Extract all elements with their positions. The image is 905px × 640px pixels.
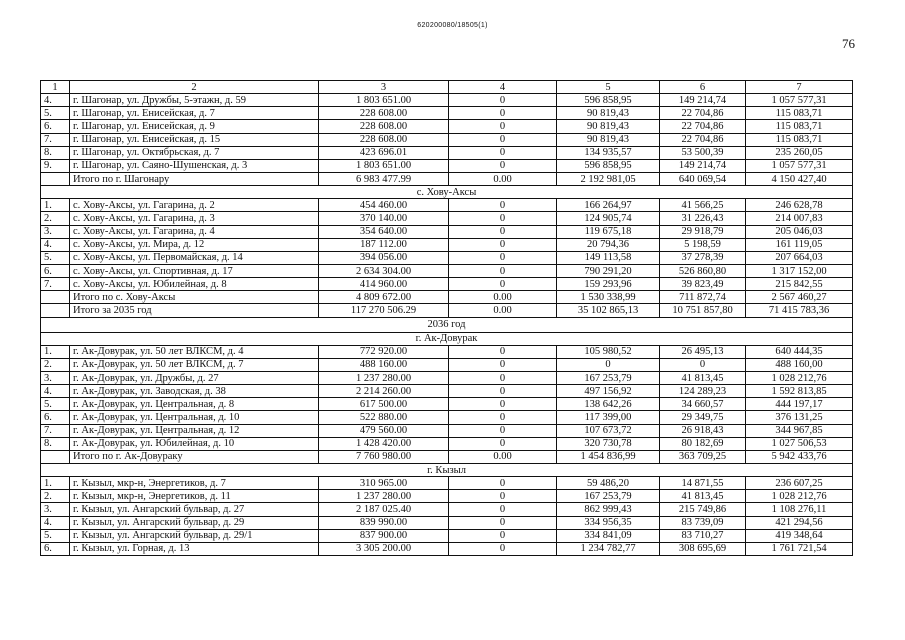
total-cost-cell: 3 305 200.00 [319,542,449,555]
total-cost-cell: 228 608.00 [319,120,449,133]
row-number: 3. [41,371,70,384]
table-row [41,398,853,411]
row-number: 5. [41,251,70,264]
owners-cell: 1 028 212,76 [746,490,853,503]
total-cost-cell: 2 187 025.40 [319,503,449,516]
total-cost-cell: 228 608.00 [319,107,449,120]
fund-cell: 0 [449,503,557,516]
region-cell: 334 956,35 [557,516,660,529]
address-cell: г. Кызыл, ул. Ангарский бульвар, д. 27 [70,503,319,516]
municipal-cell: 14 871,55 [660,477,746,490]
row-number: 5. [41,107,70,120]
row-number: 7. [41,424,70,437]
row-number: 3. [41,503,70,516]
address-cell: с. Хову-Аксы, ул. Гагарина, д. 2 [70,199,319,212]
address-cell: г. Ак-Довурак, ул. 50 лет ВЛКСМ, д. 4 [70,345,319,358]
region-cell: 334 841,09 [557,529,660,542]
address-cell: г. Кызыл, мкр-н, Энергетиков, д. 7 [70,477,319,490]
municipal-cell: 83 710,27 [660,529,746,542]
municipal-cell: 0 [660,358,746,371]
column-header: 5 [557,81,660,94]
column-header: 4 [449,81,557,94]
address-cell: г. Ак-Довурак, ул. Заводская, д. 38 [70,385,319,398]
row-number: 2. [41,490,70,503]
address-cell: г. Шагонар, ул. Саяно-Шушенская, д. 3 [70,159,319,172]
table-row [41,437,853,450]
column-header: 6 [660,81,746,94]
owners-cell: 207 664,03 [746,251,853,264]
owners-cell: 640 444,35 [746,345,853,358]
total-cost-cell: 772 920.00 [319,345,449,358]
table-row [41,107,853,120]
fund-cell: 0 [449,264,557,277]
address-cell: с. Хову-Аксы, ул. Юбилейная, д. 8 [70,278,319,291]
address-cell: Итого за 2035 год [70,304,319,317]
table-row [41,529,853,542]
table-row [41,120,853,133]
table-row [41,385,853,398]
region-cell: 790 291,20 [557,264,660,277]
section-heading: с. Хову-Аксы [41,186,853,199]
owners-cell: 444 197,17 [746,398,853,411]
fund-cell: 0 [449,529,557,542]
row-number [41,304,70,317]
fund-cell: 0 [449,424,557,437]
address-cell: г. Шагонар, ул. Дружбы, 5-этажн, д. 59 [70,94,319,107]
total-cost-cell: 479 560.00 [319,424,449,437]
owners-cell: 1 108 276,11 [746,503,853,516]
address-cell: с. Хову-Аксы, ул. Мира, д. 12 [70,238,319,251]
section-heading-row [41,186,853,199]
municipal-cell: 41 813,45 [660,490,746,503]
section-heading-row [41,332,853,345]
address-cell: г. Шагонар, ул. Октябрьская, д. 7 [70,146,319,159]
row-number: 1. [41,199,70,212]
owners-cell: 1 028 212,76 [746,371,853,384]
address-cell: с. Хову-Аксы, ул. Спортивная, д. 17 [70,264,319,277]
section-heading: г. Кызыл [41,463,853,476]
fund-cell: 0 [449,212,557,225]
column-header: 7 [746,81,853,94]
region-cell: 35 102 865,13 [557,304,660,317]
municipal-cell: 26 495,13 [660,345,746,358]
owners-cell: 205 046,03 [746,225,853,238]
address-cell: с. Хову-Аксы, ул. Первомайская, д. 14 [70,251,319,264]
row-number: 7. [41,133,70,146]
row-number: 6. [41,120,70,133]
owners-cell: 1 592 813,85 [746,385,853,398]
owners-cell: 214 007,83 [746,212,853,225]
fund-cell: 0 [449,133,557,146]
region-cell: 90 819,43 [557,107,660,120]
municipal-cell: 80 182,69 [660,437,746,450]
address-cell: г. Ак-Довурак, ул. Центральная, д. 8 [70,398,319,411]
address-cell: Итого по г. Шагонару [70,172,319,185]
region-cell: 2 192 981,05 [557,172,660,185]
region-cell: 596 858,95 [557,159,660,172]
municipal-cell: 149 214,74 [660,159,746,172]
fund-cell: 0 [449,398,557,411]
row-number: 6. [41,411,70,424]
region-cell: 138 642,26 [557,398,660,411]
table-header-row [41,81,853,94]
municipal-cell: 22 704,86 [660,107,746,120]
total-cost-cell: 454 460.00 [319,199,449,212]
table-row [41,146,853,159]
region-cell: 117 399,00 [557,411,660,424]
table-row [41,199,853,212]
table-row [41,238,853,251]
fund-cell: 0 [449,278,557,291]
year-heading: 2036 год [41,317,853,332]
table-row [41,94,853,107]
total-cost-cell: 2 214 260.00 [319,385,449,398]
table-row [41,159,853,172]
municipal-cell: 526 860,80 [660,264,746,277]
total-cost-cell: 1 803 651.00 [319,94,449,107]
municipal-cell: 29 918,79 [660,225,746,238]
municipal-cell: 640 069,54 [660,172,746,185]
municipal-cell: 308 695,69 [660,542,746,555]
region-cell: 497 156,92 [557,385,660,398]
owners-cell: 71 415 783,36 [746,304,853,317]
owners-cell: 1 057 577,31 [746,94,853,107]
region-cell: 20 794,36 [557,238,660,251]
region-cell: 1 530 338,99 [557,291,660,304]
address-cell: г. Шагонар, ул. Енисейская, д. 15 [70,133,319,146]
municipal-cell: 37 278,39 [660,251,746,264]
region-cell: 166 264,97 [557,199,660,212]
row-number: 9. [41,159,70,172]
table-row [41,225,853,238]
row-number: 6. [41,264,70,277]
fund-cell: 0 [449,251,557,264]
table-row [41,516,853,529]
column-header: 3 [319,81,449,94]
total-cost-cell: 4 809 672.00 [319,291,449,304]
total-cost-cell: 354 640.00 [319,225,449,238]
year-heading-row [41,317,853,332]
fund-cell: 0.00 [449,172,557,185]
owners-cell: 1 057 577,31 [746,159,853,172]
region-cell: 90 819,43 [557,133,660,146]
row-number: 4. [41,516,70,529]
region-cell: 124 905,74 [557,212,660,225]
owners-cell: 115 083,71 [746,133,853,146]
section-heading-row [41,463,853,476]
table-row [41,503,853,516]
total-cost-cell: 1 237 280.00 [319,371,449,384]
table-row [41,133,853,146]
municipal-cell: 149 214,74 [660,94,746,107]
fund-cell: 0 [449,94,557,107]
owners-cell: 421 294,56 [746,516,853,529]
fund-cell: 0 [449,437,557,450]
total-cost-cell: 839 990.00 [319,516,449,529]
fund-cell: 0 [449,490,557,503]
row-number [41,172,70,185]
municipal-cell: 83 739,09 [660,516,746,529]
fund-cell: 0.00 [449,304,557,317]
owners-cell: 246 628,78 [746,199,853,212]
total-cost-cell: 7 760 980.00 [319,450,449,463]
document-code: 620200080/18505(1) [417,22,488,29]
region-cell: 1 234 782,77 [557,542,660,555]
address-cell: г. Ак-Довурак, ул. Дружбы, д. 27 [70,371,319,384]
column-header: 2 [70,81,319,94]
owners-cell: 419 348,64 [746,529,853,542]
address-cell: Итого по г. Ак-Довураку [70,450,319,463]
row-number: 8. [41,437,70,450]
table-row [41,291,853,304]
region-cell: 159 293,96 [557,278,660,291]
fund-cell: 0 [449,358,557,371]
owners-cell: 1 761 721,54 [746,542,853,555]
table-row [41,490,853,503]
section-heading: г. Ак-Довурак [41,332,853,345]
total-cost-cell: 617 500.00 [319,398,449,411]
address-cell: г. Ак-Довурак, ул. Юбилейная, д. 10 [70,437,319,450]
total-cost-cell: 522 880.00 [319,411,449,424]
page-number: 76 [842,36,855,51]
municipal-cell: 39 823,49 [660,278,746,291]
row-number: 5. [41,398,70,411]
address-cell: г. Шагонар, ул. Енисейская, д. 9 [70,120,319,133]
total-cost-cell: 837 900.00 [319,529,449,542]
address-cell: г. Ак-Довурак, ул. 50 лет ВЛКСМ, д. 7 [70,358,319,371]
fund-cell: 0 [449,385,557,398]
region-cell: 862 999,43 [557,503,660,516]
owners-cell: 236 607,25 [746,477,853,490]
table-row [41,304,853,317]
region-cell: 59 486,20 [557,477,660,490]
row-number: 4. [41,94,70,107]
total-cost-cell: 228 608.00 [319,133,449,146]
fund-cell: 0 [449,516,557,529]
address-cell: г. Ак-Довурак, ул. Центральная, д. 10 [70,411,319,424]
total-cost-cell: 310 965.00 [319,477,449,490]
row-number: 6. [41,542,70,555]
region-cell: 0 [557,358,660,371]
total-cost-cell: 394 056.00 [319,251,449,264]
owners-cell: 115 083,71 [746,120,853,133]
total-cost-cell: 1 428 420.00 [319,437,449,450]
address-cell: с. Хову-Аксы, ул. Гагарина, д. 4 [70,225,319,238]
total-cost-cell: 117 270 506.29 [319,304,449,317]
municipal-cell: 53 500,39 [660,146,746,159]
row-number: 3. [41,225,70,238]
total-cost-cell: 6 983 477.99 [319,172,449,185]
region-cell: 105 980,52 [557,345,660,358]
fund-cell: 0 [449,120,557,133]
owners-cell: 376 131,25 [746,411,853,424]
fund-cell: 0.00 [449,450,557,463]
owners-cell: 1 027 506,53 [746,437,853,450]
address-cell: с. Хову-Аксы, ул. Гагарина, д. 3 [70,212,319,225]
row-number [41,291,70,304]
table-row [41,264,853,277]
row-number: 2. [41,212,70,225]
fund-cell: 0 [449,345,557,358]
total-cost-cell: 488 160.00 [319,358,449,371]
address-cell: г. Кызыл, ул. Горная, д. 13 [70,542,319,555]
address-cell: г. Кызыл, мкр-н, Энергетиков, д. 11 [70,490,319,503]
municipal-cell: 34 660,57 [660,398,746,411]
table-row [41,542,853,555]
row-number: 1. [41,345,70,358]
table-row [41,212,853,225]
region-cell: 149 113,58 [557,251,660,264]
total-cost-cell: 1 803 651.00 [319,159,449,172]
municipal-cell: 29 349,75 [660,411,746,424]
region-cell: 167 253,79 [557,490,660,503]
fund-cell: 0 [449,199,557,212]
table-row [41,358,853,371]
fund-cell: 0 [449,159,557,172]
region-cell: 320 730,78 [557,437,660,450]
row-number: 7. [41,278,70,291]
fund-cell: 0 [449,371,557,384]
row-number [41,450,70,463]
municipal-cell: 10 751 857,80 [660,304,746,317]
municipal-cell: 22 704,86 [660,133,746,146]
row-number: 8. [41,146,70,159]
total-cost-cell: 2 634 304.00 [319,264,449,277]
owners-cell: 1 317 152,00 [746,264,853,277]
municipal-cell: 26 918,43 [660,424,746,437]
owners-cell: 215 842,55 [746,278,853,291]
row-number: 5. [41,529,70,542]
fund-cell: 0 [449,225,557,238]
municipal-cell: 711 872,74 [660,291,746,304]
total-cost-cell: 187 112.00 [319,238,449,251]
column-header: 1 [41,81,70,94]
fund-cell: 0 [449,107,557,120]
fund-cell: 0 [449,146,557,159]
table-row [41,278,853,291]
region-cell: 119 675,18 [557,225,660,238]
table-row [41,450,853,463]
table-row [41,411,853,424]
row-number: 2. [41,358,70,371]
table-row [41,477,853,490]
fund-cell: 0.00 [449,291,557,304]
owners-cell: 4 150 427,40 [746,172,853,185]
region-cell: 1 454 836,99 [557,450,660,463]
municipal-cell: 22 704,86 [660,120,746,133]
address-cell: г. Ак-Довурак, ул. Центральная, д. 12 [70,424,319,437]
row-number: 4. [41,238,70,251]
total-cost-cell: 414 960.00 [319,278,449,291]
municipal-cell: 41 813,45 [660,371,746,384]
owners-cell: 115 083,71 [746,107,853,120]
table-row [41,371,853,384]
municipal-cell: 363 709,25 [660,450,746,463]
table-row [41,251,853,264]
table-row [41,424,853,437]
total-cost-cell: 1 237 280.00 [319,490,449,503]
region-cell: 596 858,95 [557,94,660,107]
municipal-cell: 124 289,23 [660,385,746,398]
municipal-cell: 41 566,25 [660,199,746,212]
table-row [41,172,853,185]
owners-cell: 344 967,85 [746,424,853,437]
table-row [41,345,853,358]
address-cell: г. Кызыл, ул. Ангарский бульвар, д. 29/1 [70,529,319,542]
owners-cell: 488 160,00 [746,358,853,371]
region-cell: 167 253,79 [557,371,660,384]
owners-cell: 235 260,05 [746,146,853,159]
fund-cell: 0 [449,238,557,251]
municipal-cell: 5 198,59 [660,238,746,251]
owners-cell: 2 567 460,27 [746,291,853,304]
municipal-cell: 215 749,86 [660,503,746,516]
region-cell: 134 935,57 [557,146,660,159]
total-cost-cell: 370 140.00 [319,212,449,225]
address-cell: г. Кызыл, ул. Ангарский бульвар, д. 29 [70,516,319,529]
fund-cell: 0 [449,411,557,424]
municipal-cell: 31 226,43 [660,212,746,225]
fund-cell: 0 [449,477,557,490]
row-number: 4. [41,385,70,398]
data-table [40,80,853,556]
fund-cell: 0 [449,542,557,555]
owners-cell: 161 119,05 [746,238,853,251]
owners-cell: 5 942 433,76 [746,450,853,463]
total-cost-cell: 423 696.01 [319,146,449,159]
address-cell: Итого по с. Хову-Аксы [70,291,319,304]
address-cell: г. Шагонар, ул. Енисейская, д. 7 [70,107,319,120]
region-cell: 90 819,43 [557,120,660,133]
region-cell: 107 673,72 [557,424,660,437]
row-number: 1. [41,477,70,490]
